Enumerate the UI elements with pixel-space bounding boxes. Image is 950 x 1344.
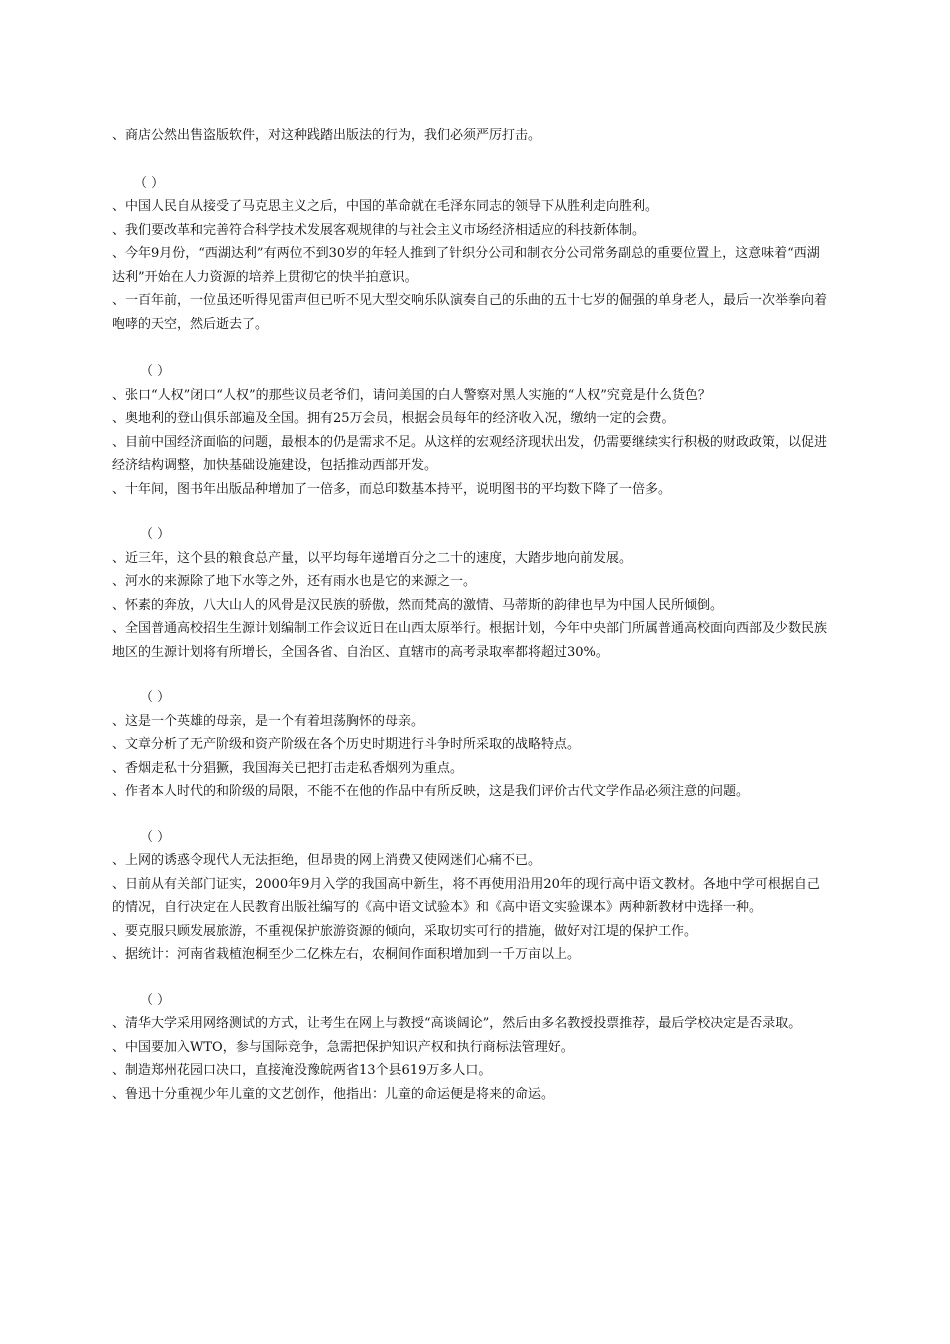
option-sentence: 、目前中国经济面临的问题，最根本的仍是需求不足。从这样的宏观经济现状出发，仍需要继续实行积极的财政政策，以促进经济结构调整，加快基础设施建设，包括推动西部开发。 xyxy=(112,434,828,473)
option-sentence: 、我们要改革和完善符合科学技术发展客观规律的与社会主义市场经济相适应的科技新体制。 xyxy=(112,222,646,238)
option-sentence: 、鲁迅十分重视少年儿童的文艺创作，他指出：儿童的命运便是将来的命运。 xyxy=(112,1086,555,1102)
intro-sentence: 、商店公然出售盗版软件，对这种践踏出版法的行为，我们必须严厉打击。 xyxy=(112,128,542,143)
option-sentence: 、要克服只顾发展旅游，不重视保护旅游资源的倾向，采取切实可行的措施，做好对江堤的保护工作。 xyxy=(112,923,698,939)
option-sentence: 、近三年，这个县的粮食总产量，以平均每年递增百分之二十的速度，大踏步地向前发展。 xyxy=(112,550,633,566)
question-group-4 xyxy=(112,710,832,804)
answer-parenthesis-4: （ ） xyxy=(140,690,171,705)
option-sentence: 、据统计：河南省栽植泡桐至少二亿株左右，农桐间作面积增加到一千万亩以上。 xyxy=(112,947,581,962)
option-sentence: 、怀素的奔放，八大山人的风骨是汉民族的骄傲，然而梵高的激情、马蒂斯的韵律也早为中国人民所倾倒。 xyxy=(112,597,724,613)
answer-parenthesis-3: （ ） xyxy=(140,527,171,542)
answer-parenthesis-5: （ ） xyxy=(140,829,171,845)
option-sentence: 、张口“人权”闭口“人权”的那些议员老爷们，请问美国的白人警察对黑人实施的“人权”究竟是什么货色？ xyxy=(112,387,711,403)
option-sentence: 、香烟走私十分猖獗，我国海关已把打击走私香烟列为重点。 xyxy=(112,760,464,776)
option-sentence: 、十年间，图书年出版品种增加了一倍多，而总印数基本持平，说明图书的平均数下降了一倍多。 xyxy=(112,481,672,497)
option-sentence: 、清华大学采用网络测试的方式，让考生在网上与教授“高谈阔论”，然后由多名教授投票推荐，最后学校决定是否录取。 xyxy=(112,1016,802,1031)
question-group-5 xyxy=(112,849,832,967)
option-sentence: 、这是一个英雄的母亲，是一个有着坦荡胸怀的母亲。 xyxy=(112,713,425,729)
option-sentence: 、中国要加入WTO，参与国际竞争，急需把保护知识产权和执行商标法管理好。 xyxy=(112,1039,574,1055)
question-content xyxy=(112,124,832,1106)
answer-parenthesis-2: （ ） xyxy=(140,364,171,379)
option-sentence: 、作者本人时代的和阶级的局限，不能不在他的作品中有所反映，这是我们评价古代文学作品必须注意的问题。 xyxy=(112,784,750,799)
option-sentence: 、制造郑州花园口决口，直接淹没豫皖两省13个县619万多人口。 xyxy=(112,1063,492,1078)
option-sentence: 、文章分析了无产阶级和资产阶级在各个历史时期进行斗争时所采取的战略特点。 xyxy=(112,737,581,752)
option-sentence: 、一百年前，一位虽还听得见雷声但已听不见大型交响乐队演奏自己的乐曲的五十七岁的倔强的单身老人，最后一次举拳向着咆哮的天空，然后逝去了。 xyxy=(112,293,828,332)
option-sentence: 、上网的诱惑令现代人无法拒绝，但昂贵的网上消费又使网迷们心痛不已。 xyxy=(112,853,542,868)
option-sentence: 、今年9月份，“西湖达利”有两位不到30岁的年轻人推到了针织分公司和制衣分公司常务副总的重要位置上，这意味着“西湖达利”开始在人力资源的培养上贯彻它的快半拍意识。 xyxy=(112,246,820,285)
answer-parenthesis-1: （ ） xyxy=(134,175,165,191)
question-group-1 xyxy=(112,195,832,336)
question-group-3 xyxy=(112,547,832,665)
answer-parenthesis-6: （ ） xyxy=(140,992,171,1008)
option-sentence: 、全国普通高校招生生源计划编制工作会议近日在山西太原举行。根据计划，今年中央部门所属普通高校面向西部及少数民族地区的生源计划将有所增长，全国各省、自治区、直辖市的高考录取率都将超过30%。 xyxy=(112,621,828,660)
option-sentence: 、河水的来源除了地下水等之外，还有雨水也是它的来源之一。 xyxy=(112,574,477,589)
question-group-2 xyxy=(112,384,832,502)
option-sentence: 、中国人民自从接受了马克思主义之后，中国的革命就在毛泽东同志的领导下从胜利走向胜利。 xyxy=(112,199,659,214)
option-sentence: 、奥地利的登山俱乐部遍及全国。拥有25万会员，根据会员每年的经济收入况，缴纳一定的会费。 xyxy=(112,411,675,426)
question-group-6 xyxy=(112,1012,832,1106)
option-sentence: 、日前从有关部门证实，2000年9月入学的我国高中新生，将不再使用沿用20年的现行高中语文教材。各地中学可根据自己的情况，自行决定在人民教育出版社编写的《高中语文试验本》和《高中语文实验课本》两种新教材中选择一种。 xyxy=(112,876,820,915)
